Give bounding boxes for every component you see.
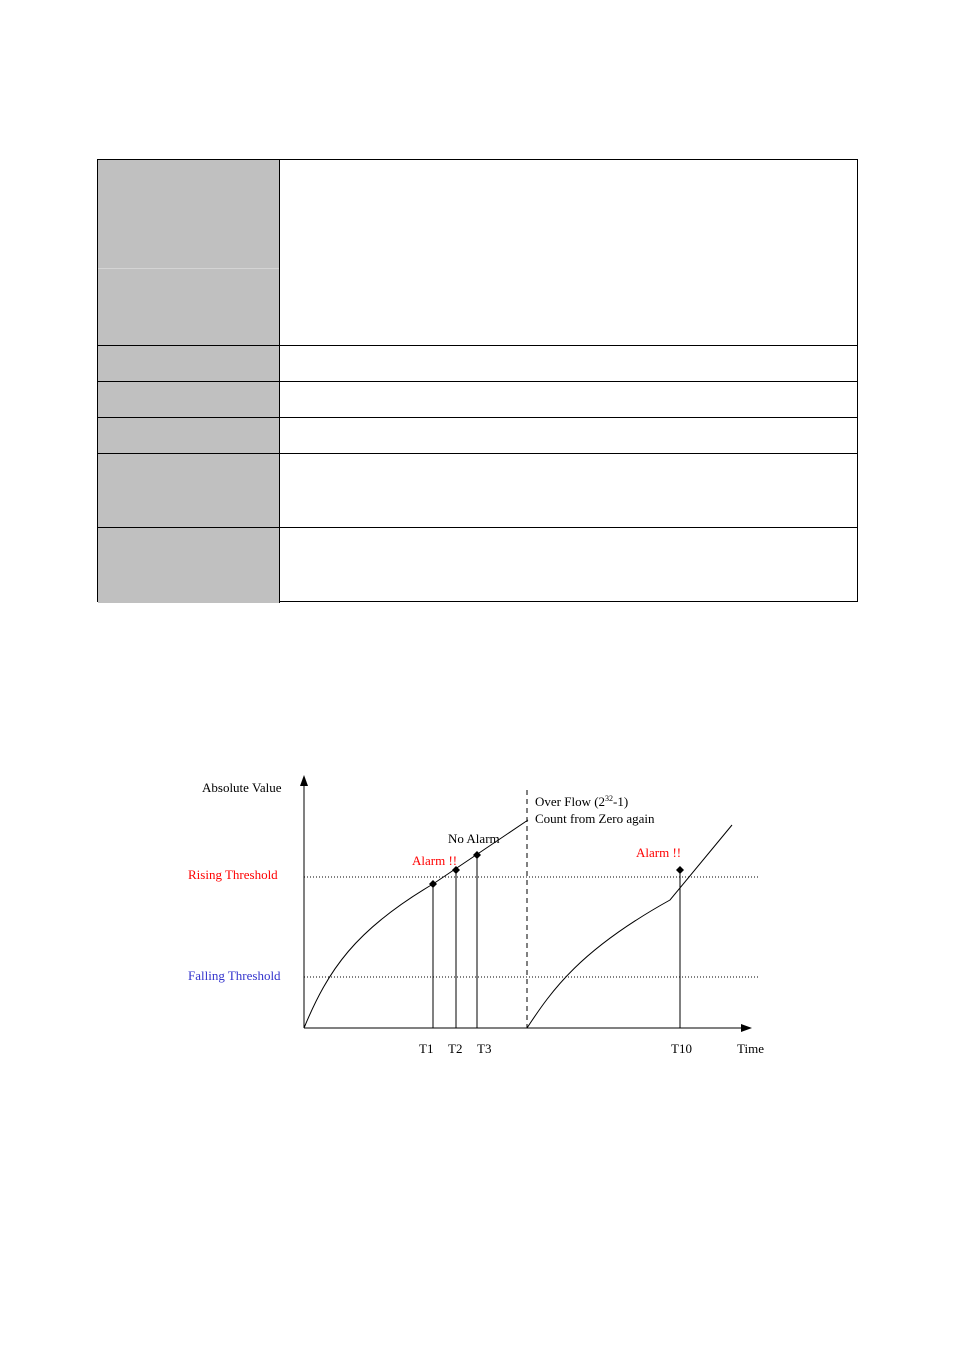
table-value-cell xyxy=(281,160,857,345)
tick-label-t3: T3 xyxy=(477,1041,492,1056)
table-label-cell xyxy=(98,418,280,453)
table-row xyxy=(98,453,857,527)
table-label-cell xyxy=(98,454,280,527)
overflow-label xyxy=(535,794,628,809)
table-label-cell xyxy=(98,160,280,345)
counter-curve-1 xyxy=(304,820,528,1028)
overflow-exponent: 32 xyxy=(605,794,614,803)
t10-point xyxy=(676,866,684,874)
table-value-cell xyxy=(281,418,857,453)
tick-label-t1: T1 xyxy=(419,1041,434,1056)
overflow-restart-label: Count from Zero again xyxy=(535,811,655,826)
threshold-diagram-svg xyxy=(180,765,780,1065)
table-row xyxy=(98,345,857,381)
falling-threshold-label: Falling Threshold xyxy=(188,968,281,983)
table-row xyxy=(98,160,857,345)
y-axis-label: Absolute Value xyxy=(202,780,282,795)
alarm-label-1: Alarm !! xyxy=(412,853,458,868)
no-alarm-label: No Alarm xyxy=(448,831,500,846)
threshold-diagram xyxy=(180,765,780,1065)
table-row xyxy=(98,381,857,417)
cell-divider xyxy=(98,268,279,269)
x-axis-label: Time xyxy=(737,1041,764,1056)
table-row xyxy=(98,417,857,453)
tick-label-t2: T2 xyxy=(448,1041,463,1056)
counter-curve-2 xyxy=(527,825,732,1028)
table-value-cell xyxy=(281,382,857,417)
table-row xyxy=(98,527,857,603)
parameter-table xyxy=(97,159,858,602)
table-value-cell xyxy=(281,454,857,527)
table-label-cell xyxy=(98,382,280,417)
tick-label-t10: T10 xyxy=(671,1041,692,1056)
t1-point xyxy=(429,880,437,888)
table-value-cell xyxy=(281,528,857,603)
table-value-cell xyxy=(281,346,857,381)
table-label-cell xyxy=(98,528,280,603)
overflow-prefix: Over Flow (2 xyxy=(535,794,606,809)
rising-threshold-label: Rising Threshold xyxy=(188,867,278,882)
y-axis-arrow xyxy=(300,775,308,786)
table-label-cell xyxy=(98,346,280,381)
overflow-suffix: -1) xyxy=(613,794,629,809)
x-axis-arrow xyxy=(741,1024,752,1032)
alarm-label-2: Alarm !! xyxy=(636,845,682,860)
